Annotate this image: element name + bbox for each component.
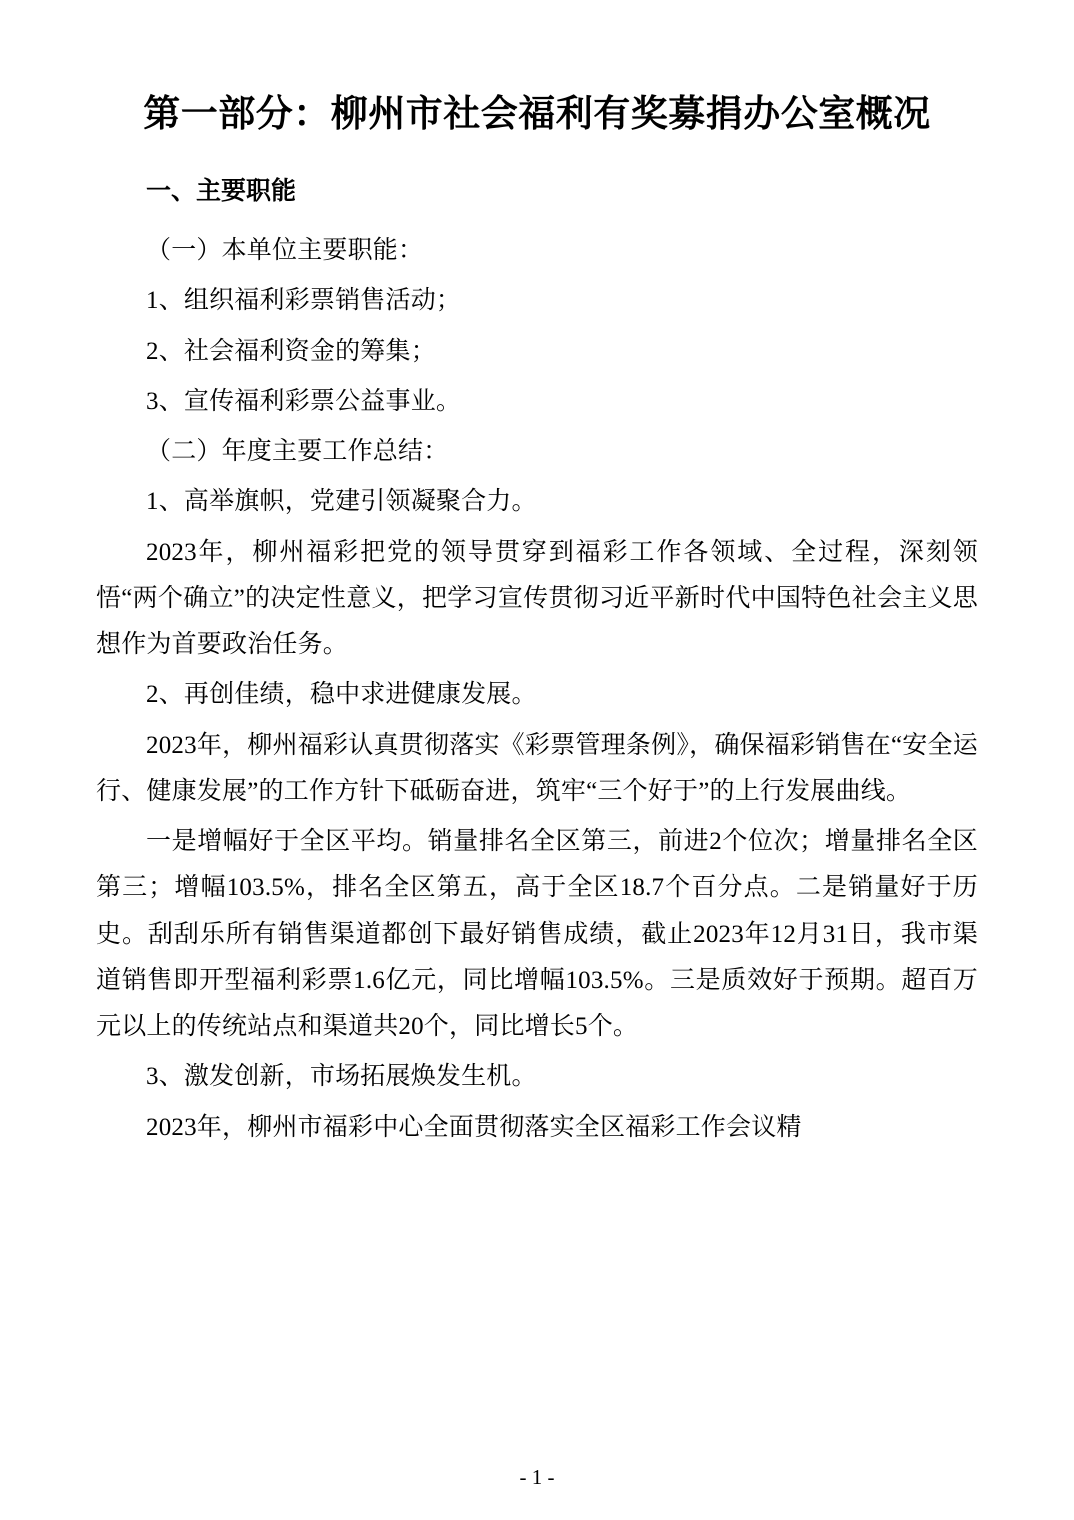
paragraph: 2、社会福利资金的筹集； <box>146 337 436 365</box>
paragraph: 3、宣传福利彩票公益事业。 <box>146 387 462 415</box>
section-heading: 一、主要职能 <box>146 176 297 205</box>
paragraph: 1、高举旗帜，党建引领凝聚合力。 <box>146 488 537 516</box>
paragraph: 2023年，柳州福彩认真贯彻落实《彩票管理条例》，确保福彩销售在“安全运行、健康发展”的工作方针下砥砺奋进，筑牢“三个好于”的上行发展曲线。 <box>96 731 978 805</box>
page-title: 第一部分：柳州市社会福利有奖募捐办公室概况 <box>143 93 931 134</box>
paragraph: （二）年度主要工作总结： <box>146 438 449 466</box>
paragraph: 一是增幅好于全区平均。销量排名全区第三，前进2个位次；增量排名全区第三；增幅103.5%，排名全区第五，高于全区18.7个百分点。二是销量好于历史。刮刮乐所有销售渠道都创下最好销售成绩，截止2023年12月31日，我市渠道销售即开型福利彩票1.6亿元，同比增幅103.5%。三是质效好于预期。超百万元以上的传统站点和渠道共20个，同比增长5个。 <box>96 828 978 1041</box>
paragraph: 3、激发创新，市场拓展焕发生机。 <box>146 1063 537 1091</box>
paragraph: 2023年，柳州市福彩中心全面贯彻落实全区福彩工作会议精 <box>146 1113 802 1141</box>
paragraph: 2023年，柳州福彩把党的领导贯穿到福彩工作各领域、全过程，深刻领悟“两个确立”的决定性意义，把学习宣传贯彻习近平新时代中国特色社会主义思想作为首要政治任务。 <box>96 538 978 659</box>
paragraph: 1、组织福利彩票销售活动； <box>146 287 462 315</box>
paragraph: 2、再创佳绩，稳中求进健康发展。 <box>146 681 537 709</box>
page-number: - 1 - <box>519 1465 555 1489</box>
paragraph: （一）本单位主要职能： <box>146 237 424 265</box>
